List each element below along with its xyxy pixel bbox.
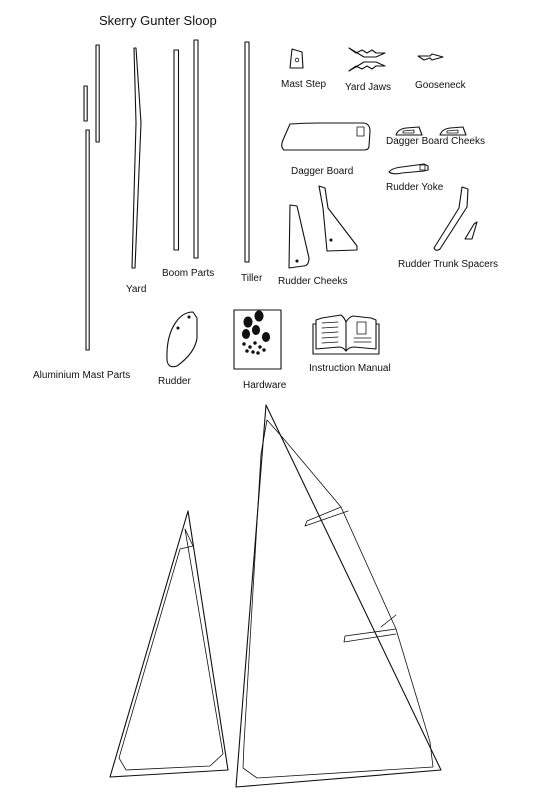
gooseneck-drawing (418, 54, 443, 60)
aluminium-mast-parts-drawing (84, 45, 99, 350)
mast-step-drawing (290, 49, 303, 68)
rudder-drawing (167, 312, 197, 367)
tiller-label: Tiller (241, 273, 263, 284)
rudder-yoke-drawing (389, 164, 428, 174)
mast-step-label: Mast Step (281, 79, 327, 90)
hardware-label: Hardware (243, 380, 287, 391)
boom-parts-drawing (174, 40, 198, 258)
dagger-board-cheeks-label: Dagger Board Cheeks (386, 136, 485, 147)
jib-sail-drawing (110, 511, 228, 777)
instruction-manual-drawing (313, 315, 379, 354)
aluminium-mast-parts-label: Aluminium Mast Parts (33, 370, 131, 381)
rudder-yoke-label: Rudder Yoke (386, 182, 444, 193)
rudder-trunk-spacers-drawing (434, 187, 477, 250)
dagger-board-cheeks-drawing (396, 127, 466, 135)
rudder-trunk-spacers-label: Rudder Trunk Spacers (398, 259, 499, 270)
mainsail-drawing (236, 405, 441, 787)
diagram-title: Skerry Gunter Sloop (99, 13, 217, 28)
yard-label: Yard (126, 284, 147, 295)
yard-drawing (132, 48, 141, 268)
tiller-drawing (245, 42, 249, 262)
dagger-board-drawing (282, 123, 370, 150)
yard-jaws-label: Yard Jaws (345, 82, 391, 93)
instruction-manual-label: Instruction Manual (309, 363, 391, 374)
rudder-cheeks-drawing (289, 186, 357, 268)
rudder-cheeks-label: Rudder Cheeks (278, 276, 348, 287)
yard-jaws-drawing (349, 48, 385, 71)
boom-parts-label: Boom Parts (162, 268, 215, 279)
dagger-board-label: Dagger Board (291, 166, 354, 177)
gooseneck-label: Gooseneck (415, 80, 466, 91)
hardware-drawing (234, 310, 281, 369)
rudder-label: Rudder (158, 376, 191, 387)
